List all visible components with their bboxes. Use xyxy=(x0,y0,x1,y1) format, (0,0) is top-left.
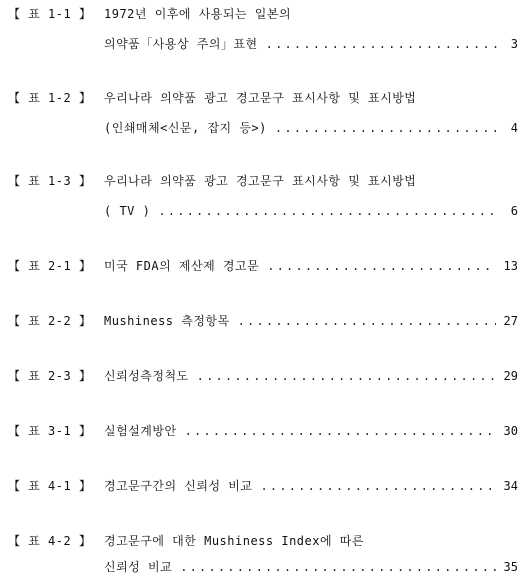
page-number: 6 xyxy=(510,204,518,218)
entry-title-line1: 우리나라 의약품 광고 경고문구 표시사항 및 표시방법 xyxy=(104,174,417,188)
dot-leader xyxy=(260,478,495,494)
entry-title: 신뢰성측정척도 xyxy=(104,369,189,383)
entry-label: 【 표 2-2 】 xyxy=(8,314,92,328)
entry-title-line2: (인쇄매체<신문, 잡지 등>) xyxy=(104,121,267,135)
entry-title: 미국 FDA의 제산제 경고문 xyxy=(104,259,260,273)
entry-title: Mushiness 측정항목 xyxy=(104,314,230,328)
entry-label: 【 표 1-3 】 xyxy=(8,174,92,188)
entry-title: 경고문구간의 신뢰성 비교 xyxy=(104,479,253,493)
page-number: 34 xyxy=(503,479,518,493)
page-number: 4 xyxy=(510,121,518,135)
dot-leader xyxy=(180,559,495,575)
entry-label: 【 표 2-3 】 xyxy=(8,369,92,383)
entry-label: 【 표 1-2 】 xyxy=(8,91,92,105)
entry-label: 【 표 4-2 】 xyxy=(8,534,92,548)
dot-leader xyxy=(266,36,498,52)
entry-title-line2: 의약품「사용상 주의」표현 xyxy=(104,37,258,51)
dot-leader xyxy=(275,120,498,136)
entry-label: 【 표 1-1 】 xyxy=(8,7,92,21)
entry-title: 실험설계방안 xyxy=(104,424,177,438)
dot-leader xyxy=(158,203,498,219)
entry-title-line1: 1972년 이후에 사용되는 일본의 xyxy=(104,7,292,21)
entry-title-line1: 우리나라 의약품 광고 경고문구 표시사항 및 표시방법 xyxy=(104,91,417,105)
page-number: 35 xyxy=(503,560,518,574)
page-number: 29 xyxy=(503,369,518,383)
entry-title-line2: 신뢰성 비교 xyxy=(104,560,173,574)
page-number: 27 xyxy=(503,314,518,328)
page-number: 3 xyxy=(510,37,518,51)
entry-label: 【 표 2-1 】 xyxy=(8,259,92,273)
dot-leader xyxy=(267,258,495,274)
dot-leader xyxy=(185,423,496,439)
entry-label: 【 표 4-1 】 xyxy=(8,479,92,493)
dot-leader xyxy=(197,368,496,384)
dot-leader xyxy=(238,313,496,329)
page-number: 30 xyxy=(503,424,518,438)
entry-title-line2: ( TV ) xyxy=(104,204,151,218)
entry-label: 【 표 3-1 】 xyxy=(8,424,92,438)
entry-title-line1: 경고문구에 대한 Mushiness Index에 따른 xyxy=(104,534,364,548)
page-number: 13 xyxy=(503,259,518,273)
